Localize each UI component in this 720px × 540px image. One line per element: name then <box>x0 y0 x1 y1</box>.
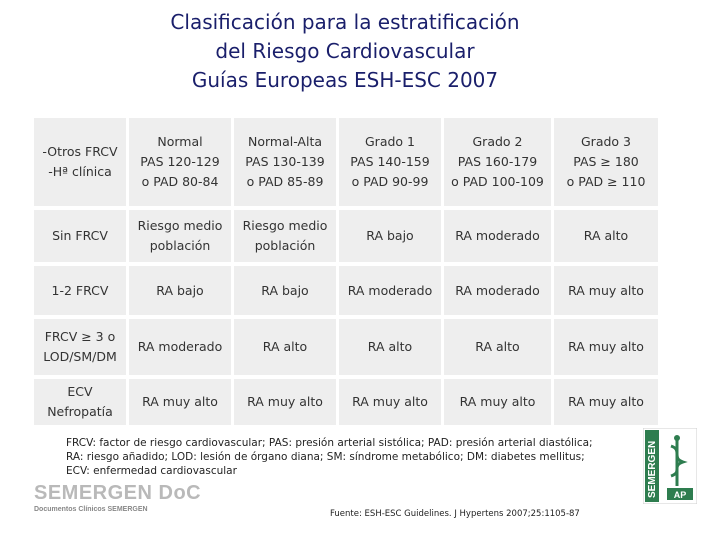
table-header-row <box>34 118 658 206</box>
cell-text: RA alto <box>262 339 308 354</box>
cell-text: RA muy alto <box>568 394 644 409</box>
header-col-normal-alta <box>231 118 336 206</box>
row-label-text: LOD/SM/DM <box>43 349 117 364</box>
table-cell <box>441 266 551 315</box>
table-cell <box>231 319 336 375</box>
header-cell-text: Grado 1 <box>365 134 415 149</box>
header-cell-text: PAS 130-139 <box>245 154 325 169</box>
header-col-grado-3 <box>551 118 658 206</box>
table-cell <box>126 210 231 262</box>
cell-text: RA bajo <box>261 282 309 298</box>
table-cell <box>551 266 658 315</box>
table-cell <box>126 266 231 315</box>
table-cell <box>441 379 551 425</box>
logo-sub-text: Documentos Clínicos SEMERGEN <box>34 506 148 513</box>
row-label <box>34 266 126 315</box>
cell-text: RA alto <box>475 339 520 354</box>
cell-text: RA bajo <box>156 282 204 298</box>
row-label <box>34 319 126 375</box>
cell-text: RA alto <box>583 228 629 243</box>
row-label-text: Sin FRCV <box>52 228 108 243</box>
table-cell <box>441 319 551 375</box>
header-cell-text: o PAD 100-109 <box>451 174 544 189</box>
table-cell <box>551 319 658 375</box>
logo-main-text: SEMERGEN DoC <box>34 482 202 504</box>
cell-text: población <box>149 238 211 253</box>
footnote-line: RA: riesgo añadido; LOD: lesión de órgano diana; SM: síndrome metabólico; DM: diabetes mellitus; <box>66 451 585 463</box>
header-col-grado-1 <box>336 118 441 206</box>
title-line-2: del Riesgo Cardiovascular <box>215 39 475 63</box>
risk-table <box>34 114 658 429</box>
header-cell-text: PAS 160-179 <box>457 154 538 169</box>
row-label <box>34 379 126 425</box>
footnote-line: FRCV: factor de riesgo cardiovascular; PAS: presión arterial sistólica; PAD: presión arterial diastólica; <box>66 437 593 449</box>
page-title <box>0 8 690 95</box>
header-cell-text: PAS 140-159 <box>350 154 430 169</box>
footnote-line: ECV: enfermedad cardiovascular <box>66 465 237 477</box>
side-logo-text: SEMERGEN <box>647 440 658 498</box>
row-label-text: FRCV ≥ 3 o <box>44 329 116 344</box>
header-rowlabel <box>34 118 126 206</box>
table-cell <box>441 210 551 262</box>
table-cell <box>231 266 336 315</box>
table-cell <box>551 379 658 425</box>
table-cell <box>336 210 441 262</box>
cell-text: RA bajo <box>366 228 414 243</box>
cell-text: RA alto <box>367 339 413 354</box>
cell-text: RA moderado <box>455 282 540 298</box>
cell-text: RA moderado <box>455 228 540 243</box>
table-cell <box>231 379 336 425</box>
header-cell-text: o PAD 90-99 <box>351 174 429 189</box>
header-cell-text: Normal <box>157 134 203 149</box>
table-cell <box>231 210 336 262</box>
abbreviations-footnote <box>66 436 626 478</box>
source-citation: Fuente: ESH-ESC Guidelines. J Hypertens 2007;25:1105-87 <box>330 509 580 519</box>
cell-text: RA muy alto <box>247 394 323 409</box>
header-col-normal <box>126 118 231 206</box>
header-cell-text: Grado 3 <box>581 134 631 149</box>
header-cell-text: Normal-Alta <box>247 134 323 149</box>
table-row <box>34 210 658 262</box>
header-rowlabel-line-2: -Hª clínica <box>48 164 112 179</box>
table-row <box>34 319 658 375</box>
header-cell-text: PAS ≥ 180 <box>573 154 639 169</box>
cell-text: RA muy alto <box>568 339 644 354</box>
semergen-doc-logo <box>34 482 201 513</box>
row-label-text: 1-2 FRCV <box>51 282 109 298</box>
header-cell-text: o PAD 85-89 <box>246 174 324 189</box>
header-cell-text: o PAD 80-84 <box>141 174 219 189</box>
cell-text: RA moderado <box>347 282 433 298</box>
header-cell-text: PAS 120-129 <box>140 154 220 169</box>
table-cell <box>126 379 231 425</box>
cell-text: RA muy alto <box>352 394 428 409</box>
cell-text: RA muy alto <box>142 394 218 409</box>
table-cell <box>126 319 231 375</box>
table-cell <box>551 210 658 262</box>
cell-text: RA moderado <box>137 339 223 354</box>
table-cell <box>336 379 441 425</box>
cell-text: RA muy alto <box>459 394 536 409</box>
cell-text: RA muy alto <box>568 282 644 298</box>
table-cell <box>336 266 441 315</box>
table-row <box>34 379 658 425</box>
row-label-text: ECV Nefropatía <box>47 384 113 419</box>
row-label <box>34 210 126 262</box>
header-cell-text: Grado 2 <box>472 134 523 149</box>
header-col-grado-2 <box>441 118 551 206</box>
cell-text: población <box>254 238 316 253</box>
title-line-3: Guías Europeas ESH-ESC 2007 <box>191 68 499 92</box>
side-logo-ap: AP <box>673 490 687 500</box>
table-row <box>34 266 658 315</box>
header-cell-text: o PAD ≥ 110 <box>566 174 646 189</box>
title-line-1: Clasificación para la estratificación <box>170 10 520 34</box>
header-rowlabel-line-1: -Otros FRCV <box>42 144 118 159</box>
table-cell <box>336 319 441 375</box>
cell-text: Riesgo medio <box>137 218 223 233</box>
semergen-ap-logo <box>643 428 697 504</box>
cell-text: Riesgo medio <box>242 218 328 233</box>
